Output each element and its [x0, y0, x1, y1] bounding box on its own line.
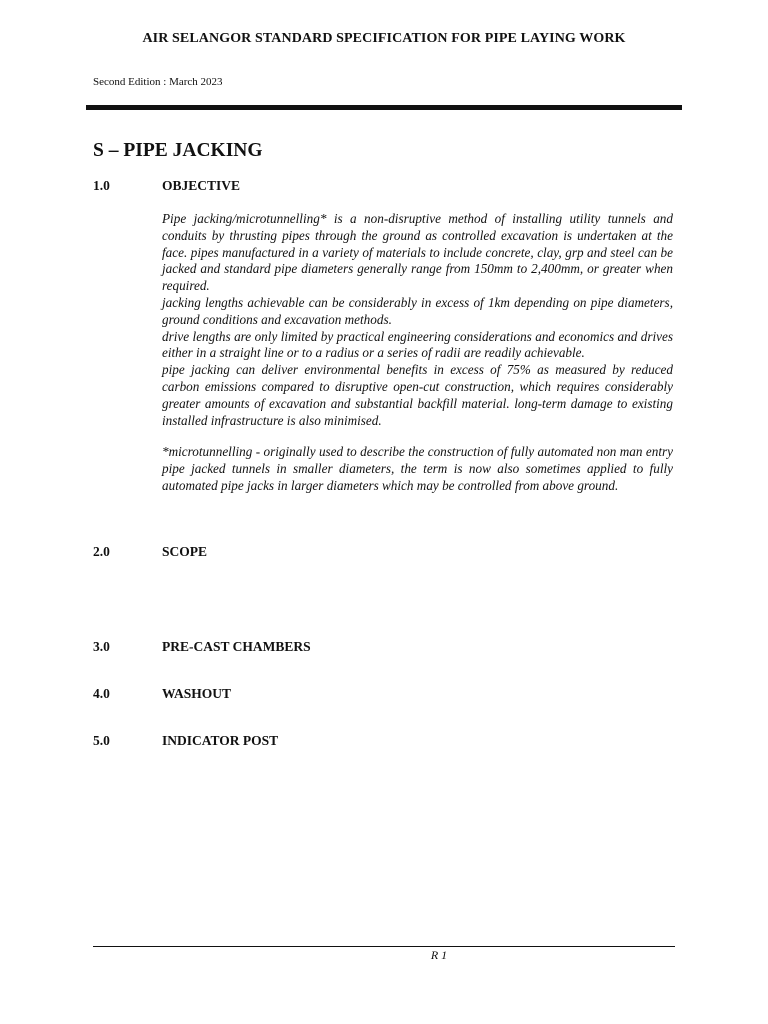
section-number: 3.0 [93, 639, 110, 654]
objective-paragraph: drive lengths are only limited by practical engineering considerations and economics and drives either in a straight line or to a radius or a series of radii are readily achievable. [162, 328, 673, 361]
section-number: 1.0 [93, 178, 110, 193]
section-title: INDICATOR POST [162, 733, 279, 748]
section-title: OBJECTIVE [162, 178, 241, 193]
document-header-title: AIR SELANGOR STANDARD SPECIFICATION FOR PIPE LAYING WORK [142, 31, 626, 46]
section-number: 2.0 [93, 544, 110, 559]
edition-label: Second Edition : March 2023 [93, 76, 223, 88]
footer-divider [93, 946, 675, 947]
chapter-title: S – PIPE JACKING [93, 140, 263, 161]
objective-paragraph: jacking lengths achievable can be considerably in excess of 1km depending on pipe diameters, ground conditions and excavation methods. [162, 294, 673, 327]
section-title: SCOPE [162, 544, 208, 559]
objective-body [162, 211, 673, 495]
objective-paragraph: Pipe jacking/microtunnelling* is a non-disruptive method of installing utility tunnels and conduits by thrusting pipes through the ground as controlled excavation is undertaken at the face. pipes manufactured in a variety of materials to include concrete, clay, grp and steel can be jacked and standard pipe diameters generally range from 150mm to 2,400mm, or greater when required. [162, 211, 673, 294]
section-number: 4.0 [93, 686, 110, 701]
page-number: R 1 [430, 948, 448, 962]
section-number: 5.0 [93, 733, 110, 748]
objective-paragraph: pipe jacking can deliver environmental benefits in excess of 75% as measured by reduced carbon emissions compared to disruptive open-cut construction, which requires considerably greater amounts of excavation and substantial backfill material. long-term damage to existing installed infrastructure is also minimised. [162, 362, 673, 428]
header-divider [86, 105, 682, 110]
section-title: WASHOUT [162, 686, 232, 701]
microtunnelling-footnote: *microtunnelling - originally used to describe the construction of fully automated non man entry pipe jacked tunnels in smaller diameters, the term is now also sometimes applied to fully automated pipe jacks in larger diameters which may be controlled from above ground. [162, 444, 673, 493]
section-title: PRE-CAST CHAMBERS [162, 639, 311, 654]
